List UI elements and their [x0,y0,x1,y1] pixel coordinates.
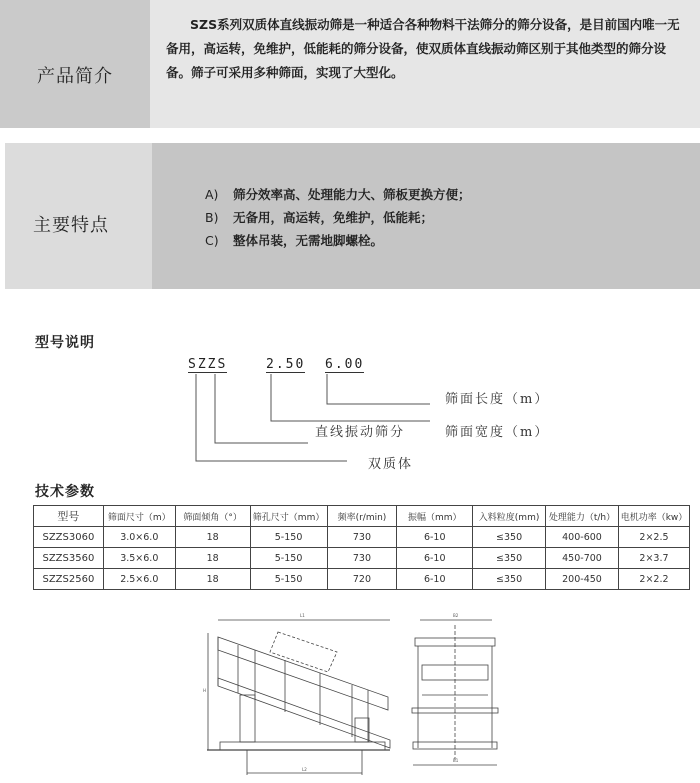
table-cell: 5-150 [250,548,327,569]
label-linear: 直线振动筛分 [315,425,406,440]
label-length: 筛面长度（m） [445,392,550,407]
table-cell: ≤350 [473,527,546,548]
model-code-series: SZZS [188,357,228,372]
dim-b1: B1 [453,758,459,763]
table-cell: 18 [175,569,250,590]
table-cell: 3.0×6.0 [103,527,175,548]
model-code-width: 2.50 [266,357,306,372]
table-cell: SZZS3060 [34,527,104,548]
specs-title: 技术参数 [35,484,95,500]
table-cell: SZZS2560 [34,569,104,590]
dim-b2: B2 [453,613,459,618]
header-cell: 电机功率（kw） [618,506,689,527]
table-row [34,569,690,590]
model-code-length: 6.00 [325,357,365,372]
header-cell: 振幅（mm） [397,506,473,527]
specs-table [33,505,690,590]
features-title: 主要特点 [33,215,109,236]
intro-paragraph: SZS系列双质体直线振动筛是一种适合各种物料干法筛分的筛分设备，是目前国内唯一无备用，高运转，免维护，低能耗的筛分设备，使双质体直线振动筛区别于其他类型的筛分设备。筛子可采用多种筛面，实现了大型化。 [166,17,680,80]
table-cell: ≤350 [473,569,546,590]
intro-title: 产品简介 [37,66,113,87]
table-cell: 2.5×6.0 [103,569,175,590]
header-cell: 筛孔尺寸（mm） [250,506,327,527]
table-cell: SZZS3560 [34,548,104,569]
table-cell: 6-10 [397,548,473,569]
label-width: 筛面宽度（m） [445,425,550,440]
table-cell: ≤350 [473,548,546,569]
table-cell: 18 [175,548,250,569]
table-cell: 2×3.7 [618,548,689,569]
table-cell: 450-700 [546,548,619,569]
table-cell: 2×2.5 [618,527,689,548]
table-row [34,527,690,548]
label-dual-mass: 双质体 [368,457,414,472]
dim-l1: L1 [300,613,305,618]
machine-drawing [200,600,520,783]
model-title: 型号说明 [35,335,95,351]
table-cell: 400-600 [546,527,619,548]
feature-text: 整体吊装，无需地脚螺栓。 [233,233,384,248]
header-cell: 处理能力（t/h） [546,506,619,527]
table-cell: 5-150 [250,527,327,548]
table-cell: 18 [175,527,250,548]
dim-h: H [203,688,207,693]
feature-text: 筛分效率高、处理能力大、筛板更换方便； [233,187,471,202]
table-cell: 720 [327,569,397,590]
table-cell: 200-450 [546,569,619,590]
table-row [34,548,690,569]
feature-text: 无备用，高运转，免维护，低能耗； [233,210,434,225]
feature-label: C) [205,233,219,248]
table-cell: 730 [327,548,397,569]
table-cell: 6-10 [397,569,473,590]
header-cell: 筛面尺寸（m） [103,506,175,527]
feature-label: A) [205,187,219,202]
table-cell: 3.5×6.0 [103,548,175,569]
table-cell: 5-150 [250,569,327,590]
table-cell: 6-10 [397,527,473,548]
header-cell: 入料粒度(mm) [473,506,546,527]
header-cell: 筛面倾角（°） [175,506,250,527]
table-header-row [34,506,690,527]
header-cell: 频率(r/min) [327,506,397,527]
header-cell: 型号 [34,506,104,527]
table-cell: 2×2.2 [618,569,689,590]
table-cell: 730 [327,527,397,548]
dim-l2: L2 [302,767,307,772]
feature-label: B) [205,210,219,225]
